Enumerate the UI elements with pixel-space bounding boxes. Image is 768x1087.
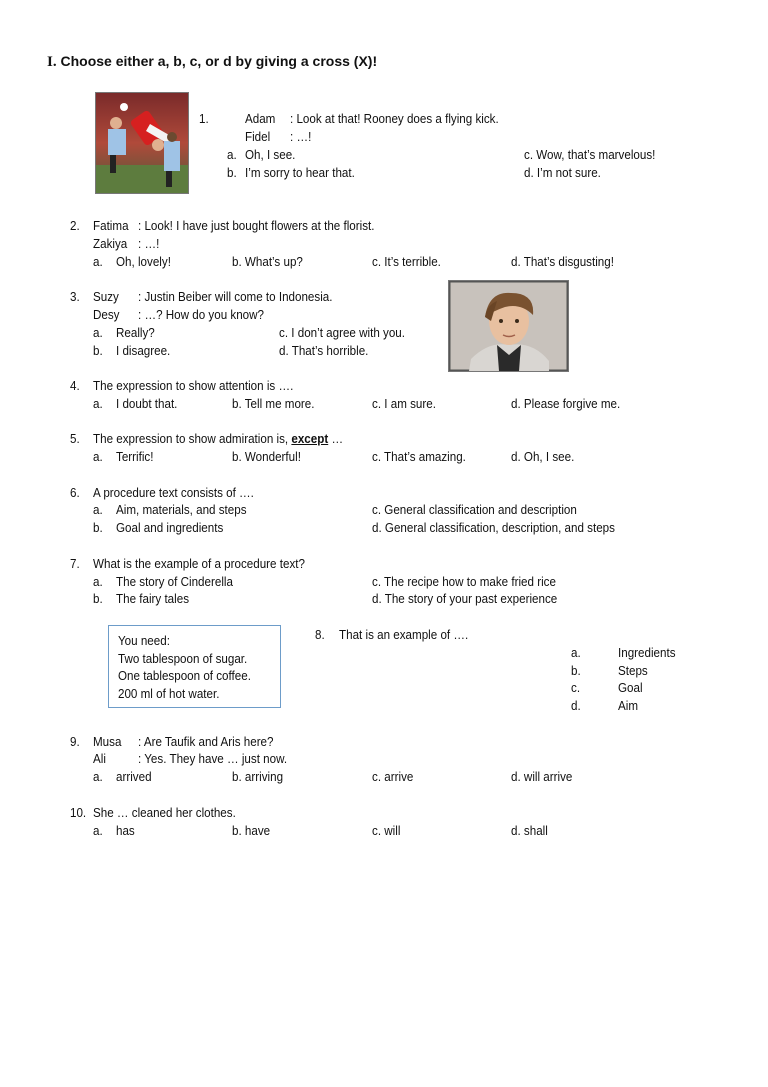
question-number: 3. [70, 290, 80, 304]
portrait-photo [448, 280, 569, 372]
option-d[interactable]: d. will arrive [511, 770, 573, 784]
option-d[interactable]: Aim [618, 699, 639, 713]
option-b[interactable]: b. Tell me more. [232, 397, 315, 411]
dialog-line: : Look at that! Rooney does a flying kick. [290, 112, 499, 126]
option-b[interactable]: b. Wonderful! [232, 450, 301, 464]
dialog-line: : …? How do you know? [138, 308, 265, 322]
option-letter: b. [227, 166, 237, 180]
question-stem: She … cleaned her clothes. [93, 806, 236, 820]
question-stem: What is the example of a procedure text? [93, 557, 305, 571]
option-c[interactable]: c. That’s amazing. [372, 450, 466, 464]
option-letter: a. [93, 824, 103, 838]
option-letter: c. [571, 681, 581, 695]
option-c[interactable]: Goal [618, 681, 643, 695]
question-stem: The expression to show attention is …. [93, 379, 294, 393]
option-letter: b. [93, 521, 103, 535]
option-b[interactable]: I disagree. [116, 344, 171, 358]
option-b[interactable]: I’m sorry to hear that. [245, 166, 355, 180]
question-stem: A procedure text consists of …. [93, 486, 254, 500]
option-a[interactable]: has [116, 824, 135, 838]
option-letter: a. [93, 397, 103, 411]
option-c[interactable]: c. I don’t agree with you. [279, 326, 406, 340]
option-a[interactable]: Ingredients [618, 646, 676, 660]
option-c[interactable]: c. will [372, 824, 401, 838]
recipe-line: One tablespoon of coffee. [118, 669, 251, 683]
dialog-line: : Look! I have just bought flowers at the florist. [138, 219, 375, 233]
option-c[interactable]: c. I am sure. [372, 397, 436, 411]
option-letter: a. [93, 503, 103, 517]
question-number: 1. [199, 112, 209, 126]
option-a[interactable]: arrived [116, 770, 152, 784]
option-b[interactable]: b. What’s up? [232, 255, 303, 269]
section-number: I. [47, 54, 57, 70]
option-a[interactable]: Really? [116, 326, 155, 340]
option-letter: a. [93, 575, 103, 589]
recipe-line: 200 ml of hot water. [118, 687, 220, 701]
option-d[interactable]: d. General classification, description, and steps [372, 521, 615, 535]
dialog-speaker: Adam [245, 112, 276, 126]
football-photo [95, 92, 189, 194]
stem-ellipsis: … [331, 432, 344, 446]
option-letter: b. [571, 664, 581, 678]
option-d[interactable]: d. Oh, I see. [511, 450, 575, 464]
option-a[interactable]: The story of Cinderella [116, 575, 233, 589]
option-b[interactable]: b. arriving [232, 770, 284, 784]
dialog-line: : …! [290, 130, 312, 144]
option-d[interactable]: d. The story of your past experience [372, 592, 558, 606]
option-c[interactable]: c. It’s terrible. [372, 255, 441, 269]
dialog-line: : Justin Beiber will come to Indonesia. [138, 290, 333, 304]
section-title [47, 53, 377, 71]
option-letter: a. [93, 770, 103, 784]
dialog-speaker: Ali [93, 752, 106, 766]
option-b[interactable]: Steps [618, 664, 648, 678]
section-instruction: Choose either a, b, c, or d by giving a cross (X)! [60, 53, 378, 69]
question-number: 2. [70, 219, 80, 233]
option-letter: a. [571, 646, 581, 660]
dialog-speaker: Desy [93, 308, 120, 322]
option-d[interactable]: d. Please forgive me. [511, 397, 621, 411]
option-a[interactable]: Terrific! [116, 450, 154, 464]
dialog-speaker: Zakiya [93, 237, 128, 251]
option-letter: b. [93, 592, 103, 606]
question-number: 4. [70, 379, 80, 393]
question-number: 9. [70, 735, 80, 749]
option-c[interactable]: c. Wow, that’s marvelous! [524, 148, 656, 162]
option-c[interactable]: c. General classification and description [372, 503, 577, 517]
option-a[interactable]: Oh, I see. [245, 148, 296, 162]
option-c[interactable]: c. arrive [372, 770, 414, 784]
question-stem: That is an example of …. [339, 628, 469, 642]
question-number: 7. [70, 557, 80, 571]
question-number: 6. [70, 486, 80, 500]
option-letter: a. [93, 450, 103, 464]
option-d[interactable]: d. shall [511, 824, 548, 838]
option-letter: a. [93, 326, 103, 340]
recipe-line: You need: [118, 634, 170, 648]
dialog-line: : Are Taufik and Aris here? [138, 735, 274, 749]
option-letter: b. [93, 344, 103, 358]
option-b[interactable]: b. have [232, 824, 271, 838]
option-c[interactable]: c. The recipe how to make fried rice [372, 575, 556, 589]
option-d[interactable]: d. I’m not sure. [524, 166, 601, 180]
option-a[interactable]: I doubt that. [116, 397, 178, 411]
option-d[interactable]: d. That’s disgusting! [511, 255, 614, 269]
option-a[interactable]: Aim, materials, and steps [116, 503, 247, 517]
option-letter: a. [227, 148, 237, 162]
question-stem [93, 431, 343, 447]
option-b[interactable]: The fairy tales [116, 592, 190, 606]
stem-text: The expression to show admiration is, [93, 432, 289, 446]
dialog-speaker: Suzy [93, 290, 119, 304]
option-letter: d. [571, 699, 581, 713]
dialog-line: : …! [138, 237, 160, 251]
option-a[interactable]: Oh, lovely! [116, 255, 171, 269]
question-number: 8. [315, 628, 325, 642]
question-number: 5. [70, 432, 80, 446]
dialog-speaker: Musa [93, 735, 122, 749]
option-d[interactable]: d. That’s horrible. [279, 344, 369, 358]
option-b[interactable]: Goal and ingredients [116, 521, 224, 535]
recipe-line: Two tablespoon of sugar. [118, 652, 248, 666]
option-letter: a. [93, 255, 103, 269]
question-number: 10. [70, 806, 87, 820]
dialog-speaker: Fatima [93, 219, 129, 233]
stem-emphasis: except [291, 432, 329, 446]
dialog-speaker: Fidel [245, 130, 271, 144]
dialog-line: : Yes. They have … just now. [138, 752, 288, 766]
